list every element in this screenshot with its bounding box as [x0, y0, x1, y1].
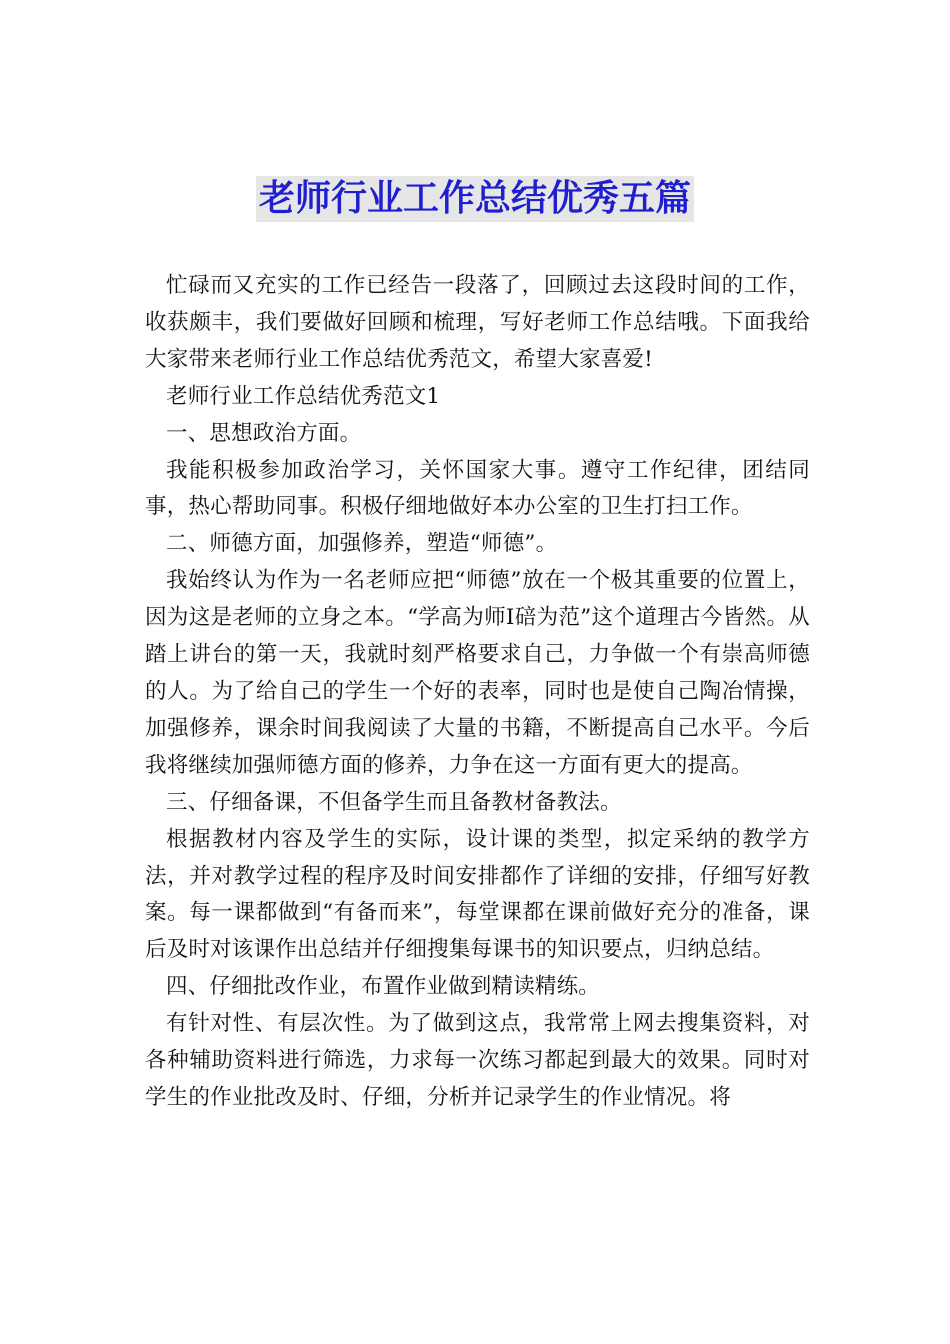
subheading-politics: 一、思想政治方面。	[166, 420, 362, 446]
document-title: 老师行业工作总结优秀五篇	[256, 176, 694, 222]
paragraph-ethics: 我始终认为作为一名老师应把“师德”放在一个极其重要的位置上，因为这是老师的立身之本。“学高为师Ι碚为范”这个道理古今皆然。从踏上讲台的第一天，我就时刻严格要求自己，力争做一个有崇高师德的人。为了给自己的学生一个好的表率，同时也是使自己陶冶情操，加强修养，课余时间我阅读了大量的书籍，不断提高自己水平。今后我将继续加强师德方面的修养，力争在这一方面有更大的提高。	[145, 568, 810, 778]
subheading-lesson-prep: 三、仔细备课，不但备学生而且备教材备教法。	[166, 789, 622, 815]
subheading-ethics: 二、师德方面，加强修养，塑造“师德”。	[166, 531, 558, 557]
subheading-homework: 四、仔细批改作业，布置作业做到精读精练。	[166, 974, 601, 1000]
title-container	[0, 176, 950, 222]
section-heading-essay-1: 老师行业工作总结优秀范文1	[166, 383, 441, 409]
paragraph-lesson-prep: 根据教材内容及学生的实际，设计课的类型，拟定采纳的教学方法，并对教学过程的程序及时间安排都作了详细的安排，仔细写好教案。每一课都做到“有备而来”，每堂课都在课前做好充分的准备，课后及时对该课作出总结并仔细搜集每课书的知识要点，归纳总结。	[145, 826, 810, 963]
document-body	[145, 268, 810, 1117]
intro-paragraph: 忙碌而又充实的工作已经告一段落了，回顾过去这段时间的工作，收获颇丰，我们要做好回顾和梳理，写好老师工作总结哦。下面我给大家带来老师行业工作总结优秀范文，希望大家喜爱!	[145, 273, 810, 372]
paragraph-homework: 有针对性、有层次性。为了做到这点，我常常上网去搜集资料，对各种辅助资料进行筛选，力求每一次练习都起到最大的效果。同时对学生的作业批改及时、仔细，分析并记录学生的作业情况。将	[145, 1011, 810, 1110]
paragraph-politics: 我能积极参加政治学习，关怀国家大事。遵守工作纪律，团结同事，热心帮助同事。积极仔细地做好本办公室的卫生打扫工作。	[145, 457, 810, 520]
